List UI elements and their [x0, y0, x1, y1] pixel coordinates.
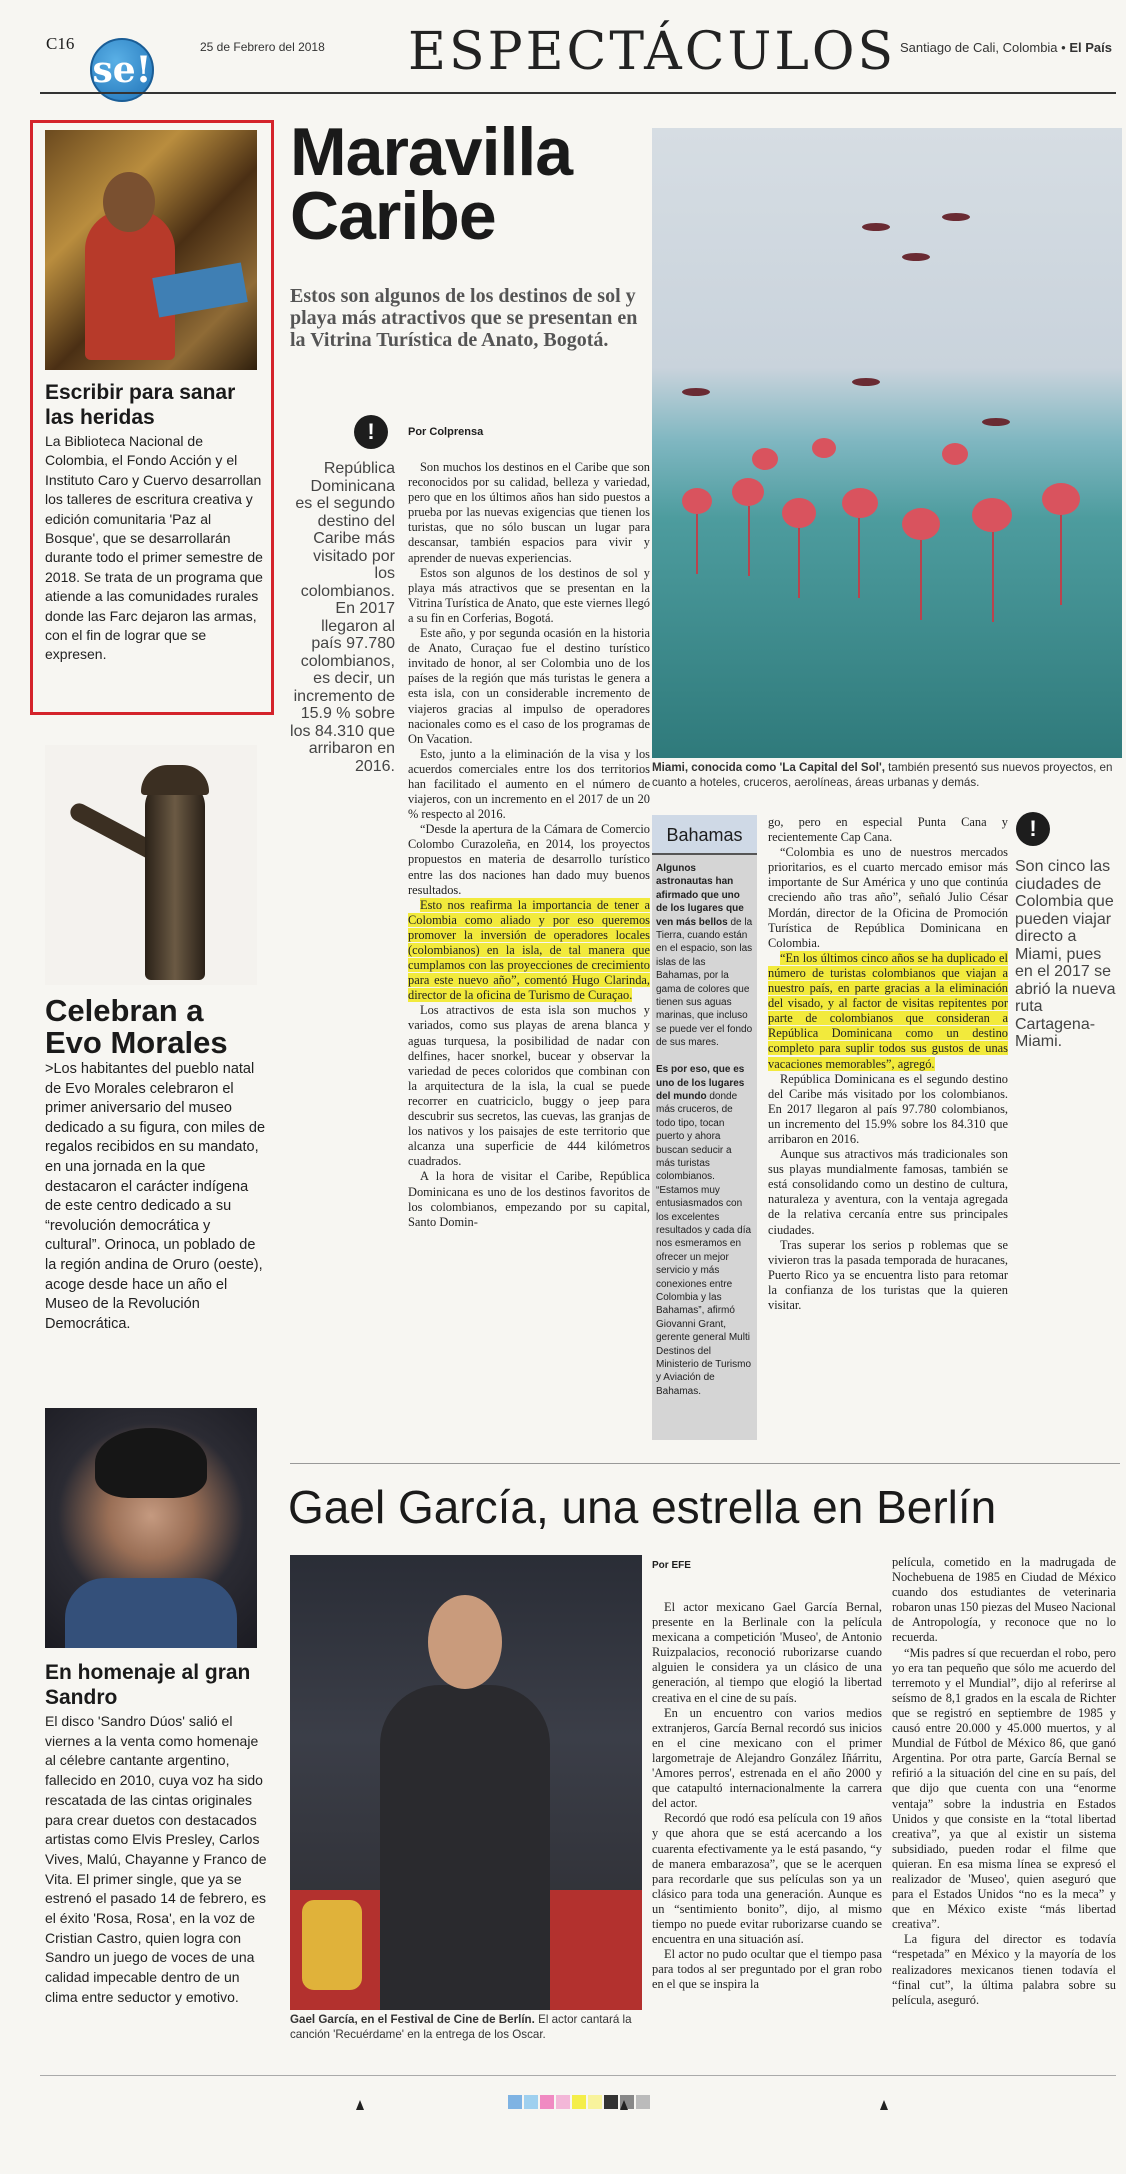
print-color-bar	[508, 2095, 652, 2109]
paragraph: “Mis padres sí que recuerdan el robo, pero yo era tan pequeño que sólo me acuerdo del terremoto y el Mundial”, dijo al referirse al seísmo de 8,1 grados en la escala de Richter que se registró en septiembre de 1985 y causó entre 20.000 y 45.000 muertos, y al Mundial de Fútbol de México 86, que ganó Argentina. Por otra parte, García Bernal se refirió a la situación del cine en su país, del que dijo que cuenta con una “enorme ventaja” sobre la industria en Estados Unidos y que consiste en la “total libertad creativa”, ya que al existir un sistema subsidiado, pueden rodar el filme que quieran. En esa misma línea se expresó el realizador de 'Museo', quien aseguró que para el Estados Unidos “no es la meca” y que en México existe “más libertad creativa”.	[892, 1645, 1116, 1932]
article-headline: Maravilla Caribe	[290, 114, 573, 254]
registration-mark	[620, 2100, 628, 2110]
highlight: “En los últimos cinco años se ha duplicado el número de turistas colombianos que viajan a nuestro país, en parte gracias a la eliminación del visado, y al factor de visitas repitentes por parte de colombianos que consideran a República Dominicana como un destino completo para suplir todos sus gustos de unas vacaciones memorables”, agregó.	[768, 950, 1008, 1071]
article2-byline: Por EFE	[652, 1560, 691, 1571]
page-number: C16	[46, 34, 75, 53]
paragraph: Recordó que rodó esa película con 19 años y que ahora que se está acercando a los cuarenta efectivamente ya le está pasando, “y de manera embarazosa”, que se le acerquen para recordarle que sus películas son ya un clásico para toda una generación. Aunque es un “sentimiento bonito”, dijo, al mismo tiempo no puede evitar ruborizarse cuando se encuentra en una situación así.	[652, 1811, 882, 1947]
caption-lead: Gael García, en el Festival de Cine de Berlín.	[290, 2013, 535, 2026]
dateline	[900, 40, 1112, 55]
paragraph: go, pero en especial Punta Cana y recientemente Cap Cana.	[768, 815, 1008, 845]
photo-caption	[652, 760, 1122, 790]
brief-title-2: Celebran a Evo Morales	[45, 993, 228, 1060]
paragraph: El actor mexicano Gael García Bernal, presente en la Berlinale con la película mexicana a competición 'Museo', de Antonio Ruizpalacios, reconoció ruborizarse cuando alguien le considera ya un clásico de una generación, al tiempo que elogió la libertad creativa en el cine de su país.	[652, 1600, 882, 1705]
section-title: ESPECTÁCULOS	[408, 22, 897, 82]
paragraph: La figura del director es todavía “respetada” en México y la mayoría de los realizadores mexicanos tienen todavía el “final cut”, la última palabra sobre su película, aseguró.	[892, 1932, 1116, 2007]
page-header	[30, 22, 1126, 102]
registration-mark	[356, 2100, 364, 2110]
box-bold-1: Algunos astronautas han afirmado que uno de los lugares que ven más bellos	[656, 863, 744, 928]
newspaper-name: El País	[1069, 40, 1112, 55]
highlight: Esto nos reafirma la importancia de tener a Colombia como aliado y por eso queremos promover la inversión de operadores locales (colombianos) en la isla, de tal manera que cumplamos con las proyecciones de crecimiento para este nuevo año”, comentó Hugo Clarinda, director de la oficina de Turismo de Curaçao.	[408, 897, 650, 1003]
brief-title-1: Escribir para sanar las heridas	[45, 381, 236, 429]
registration-mark	[880, 2100, 888, 2110]
article-column-2	[768, 815, 1008, 1313]
location-text: Santiago de Cali, Colombia •	[900, 40, 1070, 55]
exclamation-icon: !	[1016, 812, 1050, 846]
sidebar-box-heading: Bahamas	[652, 815, 757, 855]
exclamation-icon: !	[354, 415, 388, 449]
pull-quote-left: República Dominicana es el segundo destino del Caribe más visitado por los colombianos. En 2017 llegaron al país 97.780 colombianos, es decir, un incremento de 15.9 % sobre los 84.310 que arribaron en 2016.	[290, 460, 395, 775]
box-bold-2: Es por eso, que es uno de los lugares del mundo	[656, 1064, 745, 1102]
paragraph: A la hora de visitar el Caribe, República Dominicana es uno de los destinos favoritos de los colombianos, empezando por su capital, Santo Domin-	[408, 1169, 650, 1229]
paragraph: “Colombia es uno de nuestros mercados prioritarios, es el cuarto mercado emisor más importante de Sur América y uno que continúa creciendo año tras año”, señaló Julio César Mordán, director de la Oficina de Promoción Turística de República Dominicana en Colombia.	[768, 845, 1008, 950]
paragraph: En un encuentro con varios medios extranjeros, García Bernal recordó sus inicios en el cine mexicano con el primer largometraje de Alejandro González Iñárritu, 'Amores perros', estrenada en el año 2000 y que catapultó internacionalmente la carrera del actor.	[652, 1705, 882, 1811]
article-lead: Estos son algunos de los destinos de sol y playa más atractivos que se presentan en la Vitrina Turística de Anato, Bogotá.	[290, 285, 638, 351]
highlighted-paragraph	[408, 898, 650, 1004]
header-divider	[40, 92, 1116, 94]
pull-quote-right: Son cinco las ciudades de Colombia que pueden viajar directo a Miami, pues en el 2017 se abrió la nueva ruta Cartagena-Miami.	[1015, 858, 1116, 1050]
article-byline: Por Colprensa	[408, 426, 484, 438]
article2-column-2	[892, 1555, 1116, 2008]
paragraph: Estos son algunos de los destinos de sol y playa más atractivos que se presentan en la Vitrina Turística de Anato, que este viernes llegó a su fin en Corferias, Bogotá.	[408, 565, 650, 625]
brief-body-3: El disco 'Sandro Dúos' salió el viernes a la venta como homenaje al célebre cantante argentino, fallecido en 2010, cuya voz ha sido rescatada de las cintas originales para crear duetos con destacados artistas como Elvis Presley, Carlos Vives, Malú, Chayanne y Franco de Vita. El primer single, que ya se estrenó el pasado 14 de febrero, es el éxito 'Rosa, Rosa', en la voz de Cristian Castro, quien logra con Sandro un juego de voces de una calidad impecable dentro de un clima entre seductor y emotivo.	[45, 1713, 267, 2005]
paragraph: “Desde la apertura de la Cámara de Comercio Colombo Curazoleña, en 2014, los proyectos propuestos en materia de desarrollo turístico entre las dos naciones han dado muy buenos resultados.	[408, 822, 650, 897]
brief-body-1: La Biblioteca Nacional de Colombia, el Fondo Acción y el Instituto Caro y Cuervo desarrollan los talleres de escritura creativa y edición comunitaria 'Paz al Bosque', que se desarrollarán durante todo el primer semestre de 2018. Se trata de un programa que atiende a las comunidades rurales donde las Farc dejaron las armas, con el fin de lograr que se expresen.	[45, 433, 263, 663]
brief-photo-singer	[45, 1408, 257, 1648]
flamingo-photo	[652, 128, 1122, 758]
caption-text: El actor cantará la canción 'Recuérdame' en la entrega de los Oscar.	[290, 2013, 632, 2041]
article-column-1	[408, 460, 650, 1230]
paragraph: Tras superar los serios p roblemas que se vivieron tras la pasada temporada de huracanes, Puerto Rico ya se encuentra listo para retomar la confianza de los turistas que la quieren visitar.	[768, 1237, 1008, 1312]
caption-text: también presentó sus nuevos proyectos, en cuanto a hoteles, cruceros, aerolíneas, áreas urbanas y demás.	[652, 761, 1113, 789]
brief-photo-child-reading	[45, 130, 257, 370]
paragraph: película, cometido en la madrugada de Nochebuena de 1985 en Ciudad de México cuando dos estudiantes de veterinaria robaron unas 150 piezas del Museo Nacional de Antropología, y reconoce que no lo recuerda.	[892, 1555, 1116, 1645]
issue-date: 25 de Febrero del 2018	[200, 40, 325, 54]
box-text-2: donde más cruceros, de todo tipo, tocan puerto y ahora buscan seducir a más turistas colombianos. “Estamos muy entusiasmados con los excelentes resultados y cada día nos esmeramos en ofrecer un mejor servicio y más conexiones entre Colombia y las Bahamas”, afirmó Giovanni Grant, gerente general Multi Destinos del Ministerio de Turismo y Aviación de Bahamas.	[656, 1090, 752, 1397]
section-logo: se!	[90, 38, 154, 102]
paragraph: Este año, y por segunda ocasión en la historia de Anato, Curaçao fue el destino turístico invitado de honor, al ser Colombia uno de los países de la región que más turistas le genera a esta isla, con un considerable incremento de viajeros gracias al impulso de operadores nacionales como es el caso de los programas de On Vacation.	[408, 626, 650, 746]
paragraph: Aunque sus atractivos más tradicionales son sus playas mundialmente famosas, también se está consolidando como un destino de cultura, naturaleza y aventura, con la ventaja agregada de la relativa cercanía entre sus principales ciudades.	[768, 1147, 1008, 1237]
article-divider	[290, 1463, 1120, 1464]
actor-photo	[290, 1555, 642, 2010]
paragraph: República Dominicana es el segundo destino del Caribe más visitado por los colombianos. En 2017 llegaron al país 97.780 colombianos, un incremento del 15.9% sobre los 84.310 que arribaron en 2016.	[768, 1071, 1008, 1146]
box-text-1: de la Tierra, cuando están en el espacio, son las islas de las Bahamas, por la gama de colores que tienen sus aguas marinas, que incluso se puede ver el fondo de sus mares.	[656, 916, 753, 1049]
brief-body-2: >Los habitantes del pueblo natal de Evo Morales celebraron el primer aniversario del museo dedicado a su figura, con miles de regalos recibidos en su mandato, en una jornada en la que destacaron el carácter indígena de este centro dedicado a su “revolución democrática y cultural”. Orinoca, un poblado de la región andina de Oruro (oeste), acoge desde hace un año el Museo de la Revolución Democrática.	[45, 1061, 266, 1332]
paragraph: El actor no pudo ocultar que el tiempo pasa para todos al ser preguntado por el gran robo en el que se inspira la	[652, 1947, 882, 1992]
footer-divider	[40, 2075, 1116, 2076]
photo-caption-2	[290, 2012, 642, 2042]
sidebar-box-body	[656, 862, 753, 1398]
article2-headline: Gael García, una estrella en Berlín	[288, 1481, 997, 1533]
highlighted-paragraph	[768, 951, 1008, 1072]
paragraph: Esto, junto a la eliminación de la visa y los acuerdos comerciales entre los dos territorios han facilitado el aumento en el número de viajeros, con un incremento en el 2017 de un 20 % respecto al 2016.	[408, 746, 650, 822]
caption-lead: Miami, conocida como 'La Capital del Sol',	[652, 761, 885, 774]
paragraph: Los atractivos de esta isla son muchos y variados, como sus playas de arena blanca y aguas turquesa, la posibilidad de nadar con delfines, hacer snorkel, bucear y observar la variedad de peces coloridos que combinan con la arquitectura de la isla, la cual se puede recorrer en cuatriciclo, buggy o jeep para descubrir sus secretos, las cuevas, las granjas de los nativos y los paisajes de este territorio que alcanza una superficie de 444 kilómetros cuadrados.	[408, 1003, 650, 1169]
brief-title-3: En homenaje al gran Sandro	[45, 1661, 251, 1709]
article2-column-1	[652, 1600, 882, 1992]
paragraph: Son muchos los destinos en el Caribe que son reconocidos por su calidad, belleza y variedad, pero que en los últimos años han sido puestos a prueba por las nuevas exigencias que tienen los turistas, que no sólo buscan un lugar para descansar, también espacios para vivir y aprender de nuevas experiencias.	[408, 460, 650, 565]
brief-photo-statue	[45, 745, 257, 985]
